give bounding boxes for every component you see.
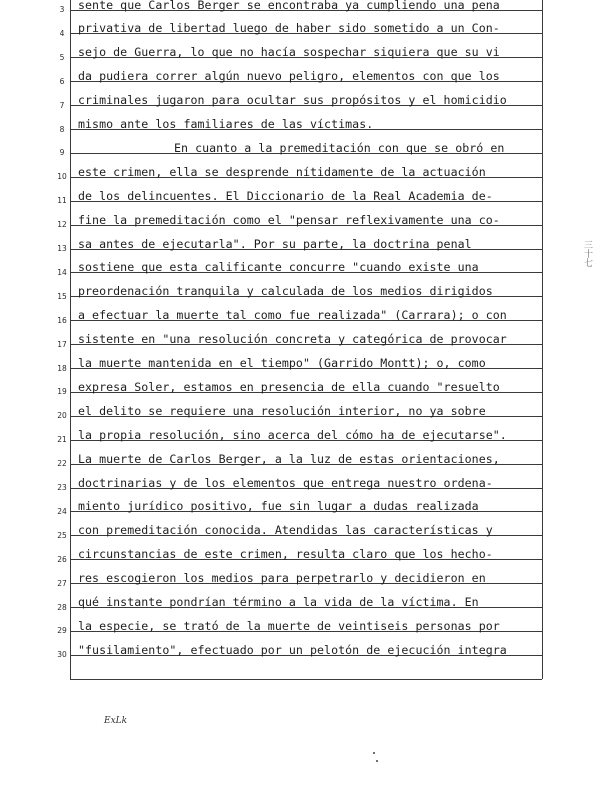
text-line: de los delincuentes. El Diccionario de la Real Academia de- (78, 188, 493, 203)
text-line: la propia resolución, sino acerca del cómo ha de ejecutarse". (78, 427, 507, 442)
text-line: circunstancias de este crimen, resulta claro que los hecho- (78, 547, 493, 562)
text-line: expresa Soler, estamos en presencia de ella cuando "resuelto (78, 379, 500, 394)
text-line: doctrinarias y de los elementos que entrega nuestro ordena- (78, 475, 493, 490)
line-number: 10 (57, 172, 67, 182)
text-line: con premeditación conocida. Atendidas las características y (78, 523, 493, 538)
line-number: 8 (59, 124, 65, 134)
line-number: 20 (57, 411, 67, 421)
line-number: 11 (57, 196, 67, 206)
text-line: el delito se requiere una resolución interior, no ya sobre (78, 403, 486, 418)
line-number: 28 (57, 602, 67, 612)
line-number: 16 (57, 315, 67, 325)
text-line: sejo de Guerra, lo que no hacía sospechar siquiera que su vi (78, 45, 500, 60)
text-line: este crimen, ella se desprende nítidamente de la actuación (78, 164, 486, 179)
line-number: 30 (57, 650, 67, 660)
text-line: En cuanto a la premeditación con que se obró en (174, 140, 505, 155)
text-line: preordenación tranquila y calculada de los medios dirigidos (78, 284, 493, 299)
text-line: criminales jugaron para ocultar sus propósitos y el homicidio (78, 93, 507, 108)
line-number: 29 (57, 626, 67, 636)
margin-rule (70, 0, 71, 679)
text-line: privativa de libertad luego de haber sido sometido a un Con- (78, 21, 500, 36)
text-line: a efectuar la muerte tal como fue realizada" (Carrara); o con (78, 308, 507, 323)
line-number: 18 (57, 363, 67, 373)
text-line: la especie, se trató de la muerte de veintiseis personas por (78, 618, 500, 633)
text-line: sa antes de ejecutarla". Por su parte, la doctrina penal (78, 236, 472, 251)
text-line: miento jurídico positivo, fue sin lugar a dudas realizada (78, 499, 479, 514)
line-number: 21 (57, 435, 67, 445)
line-number: 22 (57, 459, 67, 469)
line-number: 3 (59, 5, 65, 14)
line-number: 19 (57, 387, 67, 397)
text-line: sostiene que esta calificante concurre "cuando existe una (78, 260, 479, 275)
ruled-line (70, 679, 542, 680)
line-number: 9 (59, 148, 65, 158)
page-stamp: 三十七 (582, 240, 592, 267)
line-number: 14 (57, 267, 67, 277)
line-number: 25 (57, 530, 67, 540)
line-number: 13 (57, 244, 67, 253)
text-line: sistente en "una resolución concreta y categórica de provocar (78, 332, 507, 347)
line-number: 7 (59, 100, 65, 110)
line-number: 5 (59, 52, 65, 62)
text-line: fine la premeditación como el "pensar reflexivamente una co- (78, 212, 500, 227)
text-line: da pudiera correr algún nuevo peligro, elementos con que los (78, 69, 500, 84)
line-number: 17 (57, 339, 67, 349)
line-number: 27 (57, 578, 67, 588)
line-number: 4 (59, 28, 65, 38)
text-line: la muerte mantenida en el tiempo" (Garrido Montt); o, como (78, 356, 486, 370)
text-line: La muerte de Carlos Berger, a la luz de estas orientaciones, (78, 451, 500, 466)
text-line: res escogieron los medios para perpetrarlo y decidieron en (78, 571, 486, 586)
line-number: 6 (59, 76, 65, 86)
line-number: 15 (57, 291, 67, 301)
text-line: "fusilamiento", efectuado por un pelotón de ejecución integra (78, 642, 507, 657)
ink-mark (373, 752, 375, 754)
text-line: sente que Carlos Berger se encontraba ya cumpliendo una pena (78, 0, 500, 12)
line-number: 23 (57, 483, 67, 492)
line-number: 24 (57, 506, 67, 516)
line-number: 12 (57, 220, 67, 230)
signature: ExLk (104, 716, 128, 726)
text-line: qué instante pondrían término a la vida de la víctima. En (78, 595, 479, 609)
line-number: 26 (57, 554, 67, 564)
ink-mark (376, 760, 378, 762)
text-line: mismo ante los familiares de las víctimas. (78, 117, 374, 131)
